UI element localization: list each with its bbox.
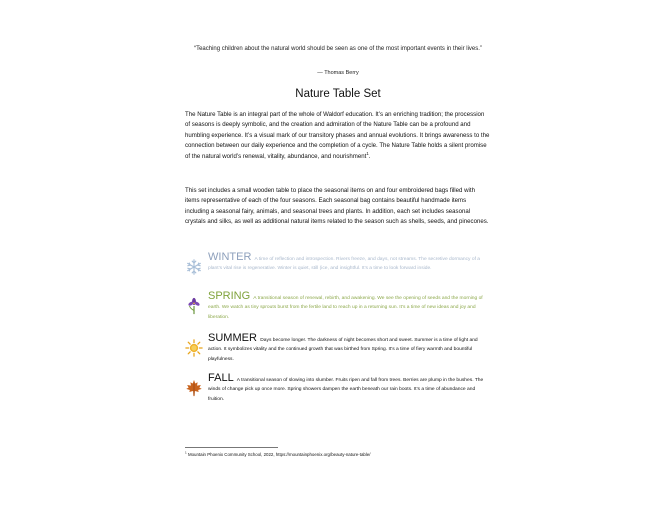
footnote-text[interactable]: Mountain Phoenix Community School, 2022, https://mountainphoenix.org/beauty-nature-table/: [186, 452, 371, 457]
season-spring-text: [208, 291, 490, 322]
footnote-divider: [185, 447, 278, 448]
footnote-reference[interactable]: 1: [366, 150, 369, 156]
season-winter-text: [208, 252, 490, 274]
intro-paragraph-text: The Nature Table is an integral part of the whole of Waldorf education. It’s an enriching tradition; the procession of seasons is deeply symbolic, and the creation and admiration of the Nature Table can be a profound and humbling experience. It’s a visual mark of our transitory phases and annual evolutions. It brings awareness to the connection between our daily experience and the completion of a cycle. The Nature Table holds a silent promise of the natural world’s renewal, vitality, abundance, and nourishment: [185, 111, 490, 160]
season-name-summer: SUMMER: [208, 332, 257, 344]
season-summer-text: [208, 333, 490, 364]
season-name-spring: SPRING: [208, 290, 251, 302]
quote-attribution: — Thomas Berry: [317, 70, 359, 76]
intro-paragraph-end: .: [368, 152, 371, 160]
season-name-fall: FALL: [208, 372, 234, 384]
maple-leaf-icon: [185, 379, 203, 397]
season-fall-text: [208, 373, 490, 404]
season-description-summer: Days become longer. The darkness of night becomes short and sweet. Summer is a time of light and action. It symbolizes vitality and the continued growth that was birthed from Spring. It’s a time of fiery warmth and bountiful playfulness.: [208, 338, 478, 362]
season-description-spring: A transitional season of renewal, rebirth, and awakening. We see the opening of seeds and the morning of earth. We watch as tiny sprouts burst from the fertile land to reach up in a returning sun. It’s a time of new ideas and joy and liberation.: [208, 296, 483, 320]
snowflake-icon: [185, 258, 203, 276]
iris-flower-icon: [185, 297, 203, 315]
epigraph-quote: “Teaching children about the natural world should be seen as one of the most important events in their lives.”: [194, 46, 482, 52]
footnote-number: 1: [185, 450, 187, 455]
season-description-winter: A time of reflection and introspection. Rivers freeze, and days, not streams. The secretive dormancy of a plant’s vital rise is regenerative. Winter is quiet, still (ice, and insightful. It’s a time to look forward inside.: [208, 257, 481, 272]
set-description-paragraph: This set includes a small wooden table to place the seasonal items on and four embroidered bags filled with items representative of each of the four seasons. Each seasonal bag contains beautiful handmade items including a seasonal fairy, animals, and seasonal trees and plants. In addition, each set includes seasonal crystals and silks, as well as additional natural items related to the season such as shells, seeds, and pinecones.: [185, 187, 489, 226]
season-description-fall: A transitional season of slowing into slumber. Fruits ripen and fall from trees. Berries are plump in the bushes. The winds of change pick up once more. Spring showers dampen the earth beneath our rain boots. It’s a time of abundance and fruition.: [208, 378, 484, 402]
footnote: [185, 451, 505, 458]
season-name-winter: WINTER: [208, 251, 252, 263]
intro-paragraph: [185, 110, 491, 162]
sun-icon: [185, 339, 203, 357]
page-title: Nature Table Set: [295, 88, 381, 100]
